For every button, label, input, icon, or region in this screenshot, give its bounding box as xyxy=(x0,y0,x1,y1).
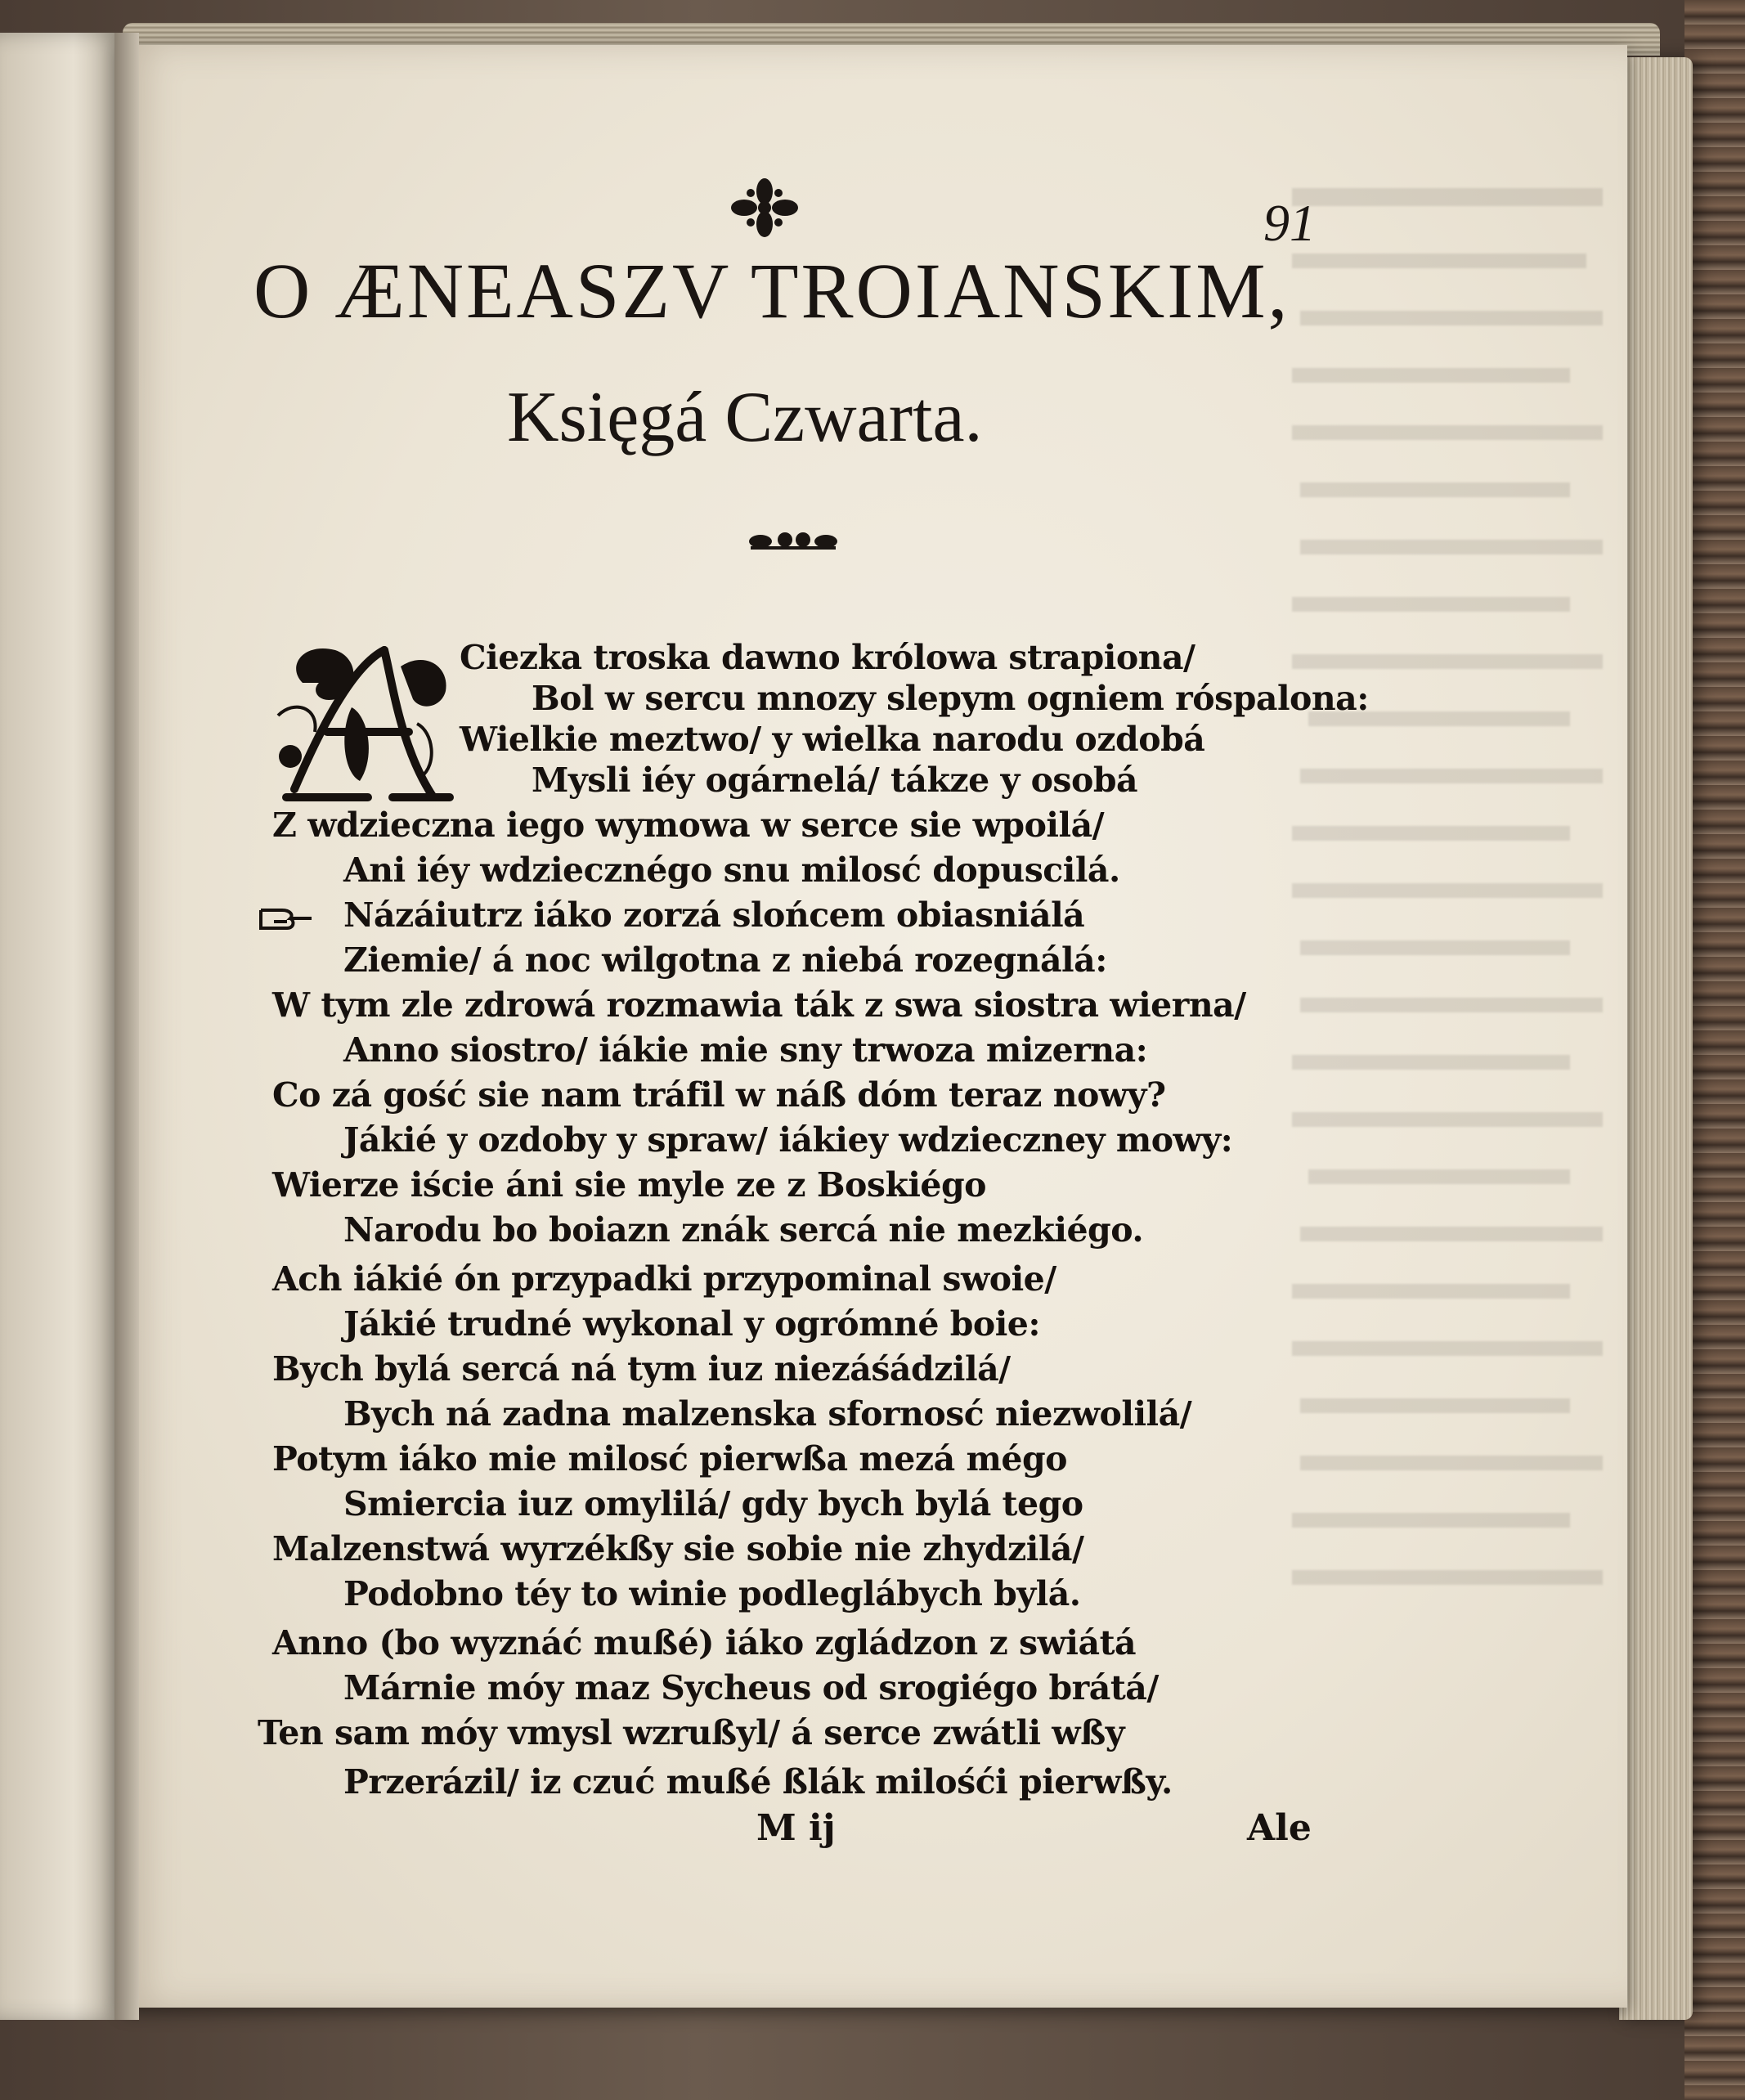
book-title: O ÆNEASZV TROIANSKIM, xyxy=(253,247,1290,334)
verse-line: Z wdzieczna iego wymowa w serce sie wpoilá/ xyxy=(272,805,1105,845)
verse-line: Ciezka troska dawno królowa strapiona/ xyxy=(460,638,1195,677)
verse-line: Potym iáko mie milosć pierwßa mezá mégo xyxy=(272,1439,1067,1479)
verse-line: Bych bylá sercá ná tym iuz niezáśádzilá/ xyxy=(272,1349,1011,1389)
verse-line: Smiercia iuz omylilá/ gdy bych bylá tego xyxy=(343,1484,1083,1523)
decorated-initial-a-icon xyxy=(270,634,458,814)
verse-line: W tym zle zdrowá rozmawia ták z swa siostra wierna/ xyxy=(272,985,1246,1025)
signature-mark: M ij xyxy=(756,1807,836,1849)
verse-line: Ten sam móy vmysl wzrußyl/ á serce zwátli wßy xyxy=(258,1713,1125,1752)
verse-line: Co zá gość sie nam tráfil w náß dóm teraz nowy? xyxy=(272,1075,1166,1115)
verse-line: Mysli iéy ogárnelá/ tákze y osobá xyxy=(532,761,1138,800)
show-through-texture xyxy=(1276,164,1619,1676)
page-number: 91 xyxy=(1263,194,1316,252)
verse-line: Márnie móy maz Sycheus od srogiégo brátá/ xyxy=(343,1668,1159,1707)
verse-line: Przerázil/ iz czuć mußé ßlák milośći pierwßy. xyxy=(343,1762,1173,1802)
book-gutter xyxy=(114,33,139,2020)
verse-line: Ach iákié ón przypadki przypominal swoie/ xyxy=(272,1259,1056,1299)
left-page xyxy=(0,33,123,2020)
verse-line: Jákié y ozdoby y spraw/ iákiey wdzieczney mowy: xyxy=(343,1120,1233,1160)
verse-line: Názáiutrz iáko zorzá slońcem obiasniálá xyxy=(343,895,1085,935)
verse-line: Jákié trudné wykonal y ogrómné boie: xyxy=(343,1304,1041,1344)
divider-ornament-icon xyxy=(744,523,842,556)
verse-line: Anno (bo wyznáć mußé) iáko zgládzon z swiátá xyxy=(272,1623,1137,1662)
verse-line: Bol w sercu mnozy slepym ogniem róspalona: xyxy=(532,679,1369,718)
verse-line: Podobno téy to winie podleglábych bylá. xyxy=(343,1574,1081,1613)
verse-line: Wielkie meztwo/ y wielka narodu ozdobá xyxy=(460,720,1205,759)
verse-line: Malzenstwá wyrzékßy sie sobie nie zhydzilá/ xyxy=(272,1529,1084,1568)
verse-line: Anno siostro/ iákie mie sny trwoza mizerna: xyxy=(343,1030,1148,1070)
verse-line: Bych ná zadna malzenska sfornosć niezwolilá/ xyxy=(343,1394,1192,1434)
catchword: Ale xyxy=(1247,1807,1312,1849)
background-marbled xyxy=(1684,0,1745,2100)
verse-line: Narodu bo boiazn znák sercá nie mezkiégo. xyxy=(343,1210,1144,1250)
page-fore-edges xyxy=(1619,57,1693,2020)
manicule-pointing-hand-icon xyxy=(258,904,315,933)
verse-line: Ziemie/ á noc wilgotna z niebá rozegnálá: xyxy=(343,940,1107,980)
fleuron-ornament-icon xyxy=(728,175,801,240)
verse-line: Ani iéy wdziecznégo snu milosć dopuscilá. xyxy=(343,850,1120,890)
verse-line: Wierze iście áni sie myle ze z Boskiégo xyxy=(272,1165,987,1205)
book-subtitle: Księgá Czwarta. xyxy=(507,378,983,457)
show-through-lines xyxy=(1276,164,1619,1676)
